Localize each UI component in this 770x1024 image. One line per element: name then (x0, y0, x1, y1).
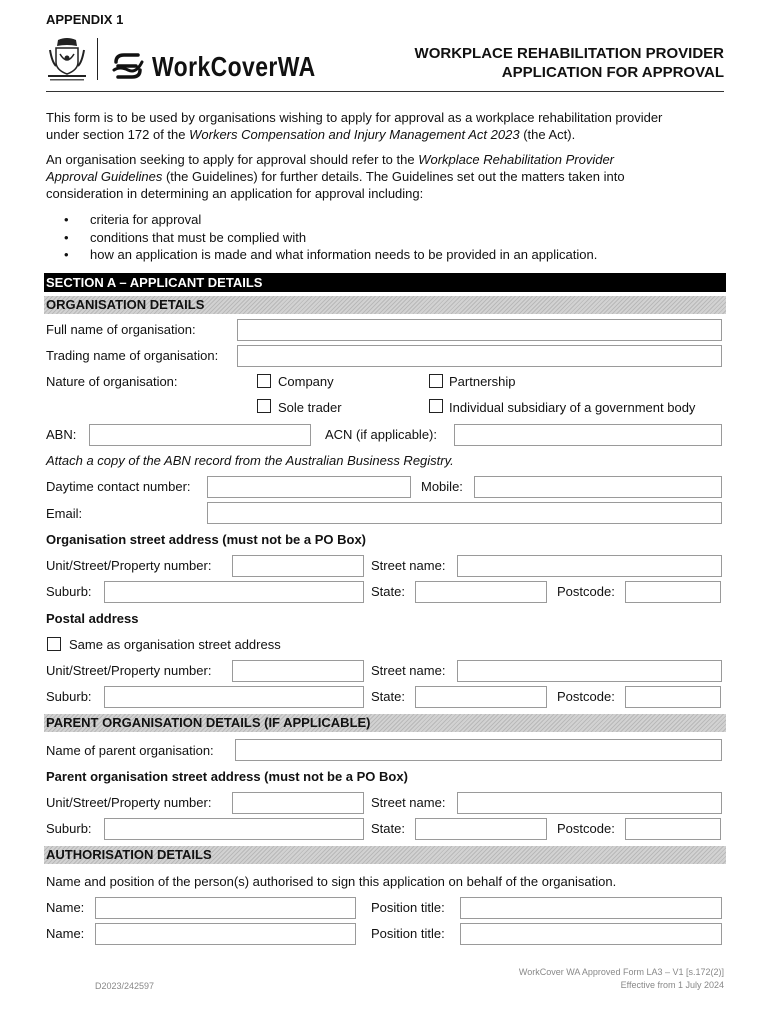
intro-p2-line2 (46, 168, 730, 185)
partnership-label: Partnership (449, 374, 516, 389)
daytime-contact-label: Daytime contact number: (46, 479, 191, 494)
postal-suburb-input[interactable] (104, 686, 364, 708)
parent-name-input[interactable] (235, 739, 722, 761)
postal-state-label: State: (371, 689, 405, 704)
postcode-input[interactable] (625, 581, 721, 603)
mobile-label: Mobile: (421, 479, 463, 494)
signatory-1-name-input[interactable] (95, 897, 356, 919)
acn-input[interactable] (454, 424, 722, 446)
appendix-label: APPENDIX 1 (46, 12, 124, 27)
list-item: • conditions that must be complied with (90, 229, 597, 247)
parent-state-label: State: (371, 821, 405, 836)
unit-label: Unit/Street/Property number: (46, 558, 212, 573)
intro-paragraph-2 (46, 151, 730, 202)
trading-name-label: Trading name of organisation: (46, 348, 219, 363)
intro-p1-post: (the Act). (519, 127, 576, 142)
intro-p2-pre: An organisation seeking to apply for approval should refer to the (46, 152, 419, 167)
postal-unit-input[interactable] (232, 660, 364, 682)
workcover-swirl-icon (110, 52, 146, 83)
same-as-street-label: Same as organisation street address (69, 637, 281, 652)
parent-street-heading: Parent organisation street address (must not be a PO Box) (46, 769, 408, 784)
intro-p2-line1 (46, 151, 730, 168)
organisation-details-heading: ORGANISATION DETAILS (44, 296, 726, 314)
postal-street-name-input[interactable] (457, 660, 722, 682)
form-version: WorkCover WA Approved Form LA3 – V1 [s.172(2)] (518, 967, 724, 977)
government-subsidiary-label: Individual subsidiary of a government body (449, 400, 696, 415)
postal-postcode-input[interactable] (625, 686, 721, 708)
parent-street-name-label: Street name: (371, 795, 446, 810)
act-name: Workers Compensation and Injury Management Act 2023 (189, 127, 520, 142)
trading-name-input[interactable] (237, 345, 722, 367)
intro-p2-line3: consideration in determining an application for approval including: (46, 186, 424, 201)
header-rule (46, 91, 724, 92)
full-name-input[interactable] (237, 319, 722, 341)
authorisation-instruction: Name and position of the person(s) authorised to sign this application on behalf of the organisation. (46, 874, 617, 889)
state-label: State: (371, 584, 405, 599)
section-a-heading: SECTION A – APPLICANT DETAILS (44, 273, 726, 292)
email-label: Email: (46, 506, 83, 521)
state-input[interactable] (415, 581, 547, 603)
street-name-label: Street name: (371, 558, 446, 573)
guidelines-name-1: Workplace Rehabilitation Provider (418, 152, 614, 167)
same-as-street-checkbox[interactable] (47, 637, 61, 651)
signatory-2-name-input[interactable] (95, 923, 356, 945)
postal-unit-label: Unit/Street/Property number: (46, 663, 212, 678)
title-line-2: APPLICATION FOR APPROVAL (501, 64, 724, 81)
wa-government-crest-icon (44, 36, 90, 82)
postcode-label: Postcode: (557, 584, 615, 599)
sole-trader-checkbox[interactable] (257, 399, 271, 413)
document-reference: D2023/242597 (95, 981, 155, 991)
abn-input[interactable] (89, 424, 311, 446)
postal-street-name-label: Street name: (371, 663, 446, 678)
unit-input[interactable] (232, 555, 364, 577)
abn-label: ABN: (46, 427, 77, 442)
full-name-label: Full name of organisation: (46, 322, 196, 337)
parent-suburb-label: Suburb: (46, 821, 92, 836)
company-checkbox[interactable] (257, 374, 271, 388)
parent-unit-label: Unit/Street/Property number: (46, 795, 212, 810)
parent-postcode-input[interactable] (625, 818, 721, 840)
signatory-2-name-label: Name: (46, 926, 85, 941)
postal-suburb-label: Suburb: (46, 689, 92, 704)
guidelines-name-2: Approval Guidelines (46, 169, 163, 184)
abn-note: Attach a copy of the ABN record from the Australian Business Registry. (46, 453, 454, 468)
suburb-label: Suburb: (46, 584, 92, 599)
intro-paragraph-1 (46, 109, 730, 143)
postal-state-input[interactable] (415, 686, 547, 708)
postal-address-heading: Postal address (46, 611, 139, 626)
workcover-logo-text: WorkCoverWA (152, 51, 316, 82)
signatory-1-position-input[interactable] (460, 897, 722, 919)
nature-label: Nature of organisation: (46, 374, 178, 389)
intro-p1-line1: This form is to be used by organisations wishing to apply for approval as a workplace rehabilitation provider (46, 110, 663, 125)
mobile-input[interactable] (474, 476, 722, 498)
parent-state-input[interactable] (415, 818, 547, 840)
header-divider (97, 38, 98, 80)
postal-postcode-label: Postcode: (557, 689, 615, 704)
partnership-checkbox[interactable] (429, 374, 443, 388)
signatory-1-name-label: Name: (46, 900, 85, 915)
workcover-logo (110, 50, 351, 84)
parent-organisation-heading: PARENT ORGANISATION DETAILS (IF APPLICABLE) (44, 714, 726, 732)
suburb-input[interactable] (104, 581, 364, 603)
form-title (415, 44, 724, 82)
parent-name-label: Name of parent organisation: (46, 743, 214, 758)
authorisation-heading: AUTHORISATION DETAILS (44, 846, 726, 864)
parent-unit-input[interactable] (232, 792, 364, 814)
parent-postcode-label: Postcode: (557, 821, 615, 836)
street-name-input[interactable] (457, 555, 722, 577)
sole-trader-label: Sole trader (278, 400, 342, 415)
intro-p2-mid: (the Guidelines) for further details. The Guidelines set out the matters taken into (162, 169, 625, 184)
government-subsidiary-checkbox[interactable] (429, 399, 443, 413)
acn-label: ACN (if applicable): (325, 427, 437, 442)
street-address-heading: Organisation street address (must not be a PO Box) (46, 532, 367, 547)
parent-street-name-input[interactable] (457, 792, 722, 814)
list-item: • how an application is made and what information needs to be provided in an application. (90, 246, 597, 264)
signatory-2-position-label: Position title: (371, 926, 445, 941)
company-label: Company (278, 374, 334, 389)
signatory-2-position-input[interactable] (460, 923, 722, 945)
list-item: • criteria for approval (90, 211, 597, 229)
email-input[interactable] (207, 502, 722, 524)
criteria-list (90, 211, 597, 264)
signatory-1-position-label: Position title: (371, 900, 445, 915)
title-line-1: WORKPLACE REHABILITATION PROVIDER (414, 45, 724, 62)
effective-date: Effective from 1 July 2024 (620, 980, 724, 990)
daytime-contact-input[interactable] (207, 476, 411, 498)
intro-p1-line2 (46, 126, 730, 143)
parent-suburb-input[interactable] (104, 818, 364, 840)
intro-p1-pre: under section 172 of the (46, 127, 190, 142)
form-reference (519, 966, 724, 992)
